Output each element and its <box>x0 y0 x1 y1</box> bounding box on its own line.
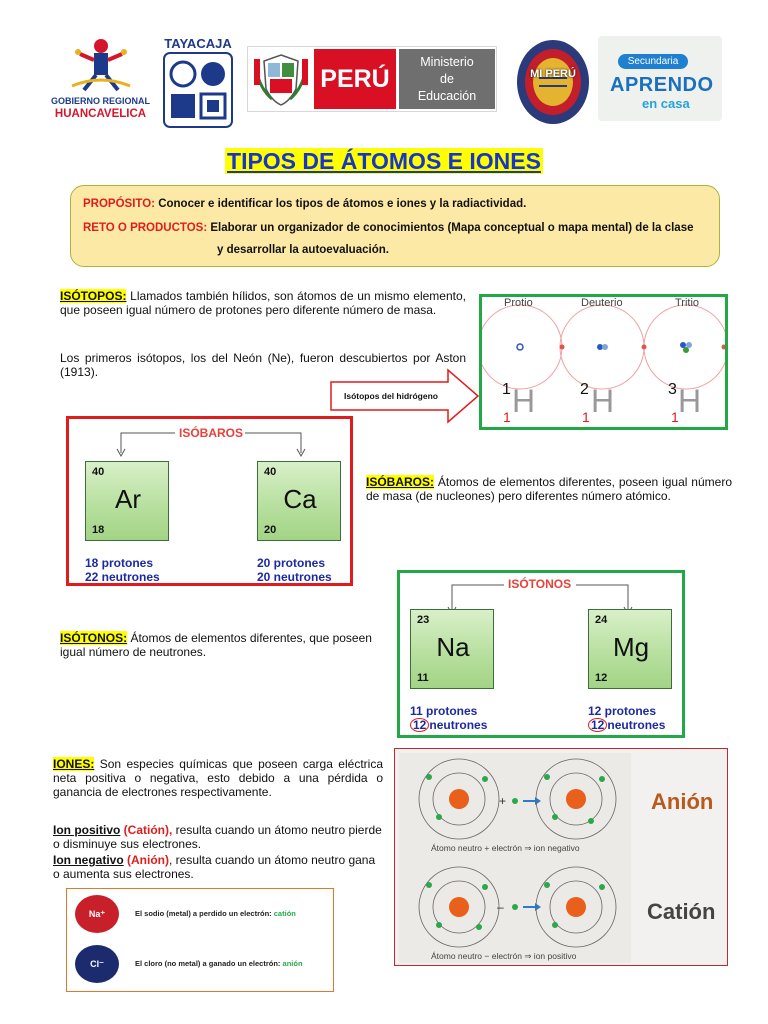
reto-row <box>83 222 694 234</box>
ion-positivo-label: Ion positivo <box>53 823 121 837</box>
proposito-row <box>83 198 526 210</box>
ion-negativo-text: , resulta cuando un átomo neutro gana o aumenta sus electrones. <box>53 853 376 881</box>
ion-examples-box <box>66 888 334 992</box>
ar-neutrons: 22 neutrones <box>85 570 160 584</box>
ca-counts <box>257 556 332 584</box>
ministerio-line2: de <box>440 72 454 86</box>
isobaros-paragraph <box>366 475 732 503</box>
gobierno-regional-logo <box>48 36 153 128</box>
aprendo-text: APRENDO <box>610 74 714 96</box>
isobaros-figure <box>66 416 353 586</box>
sodium-ion-icon: Na⁺ <box>75 895 119 933</box>
element-symbol: Ca <box>283 484 317 514</box>
mass-number: 24 <box>595 614 608 626</box>
ar-protons: 18 protones <box>85 556 154 570</box>
mg-neutron-count: 12 <box>588 718 607 732</box>
isotope-z-1: 1 <box>503 409 511 425</box>
na-protons: 11 protones <box>410 704 478 718</box>
ion-negativo-paragraph <box>53 853 383 881</box>
isotopos-paragraph-2: Los primeros isótopos, los del Neón (Ne), fueron descubiertos por Aston (1913). <box>60 351 466 379</box>
isotonos-figure <box>397 570 685 738</box>
iones-paragraph <box>53 757 383 799</box>
mg-protons: 12 protones <box>588 704 657 718</box>
ministerio-line1: Ministerio <box>420 55 474 69</box>
atomic-number: 20 <box>264 524 277 536</box>
mi-peru-text: MI PERÚ <box>530 68 576 80</box>
ministerio-line3: Educación <box>417 89 477 103</box>
isotope-mass-3: 3 <box>668 381 677 398</box>
isotopos-text: Llamados también hílidos, son átomos de un mismo elemento, que poseen igual número de protones pero diferente número de masa. <box>60 289 466 317</box>
ion-positivo-text: resulta cuando un átomo neutro pierde o disminuye sus electrones. <box>53 823 382 851</box>
sodium-ion-desc: El sodio (metal) a perdido un electrón: <box>135 909 274 918</box>
sodium-ion-text <box>135 909 296 918</box>
iones-text: Son especies químicas que poseen carga eléctrica neta positiva o negativa, esto debido a una pérdida o ganancia de electrones respectivamente. <box>53 757 383 799</box>
proposito-text: Conocer e identificar los tipos de átomos e iones y la radiactividad. <box>158 198 527 210</box>
isotope-symbol-3: H <box>678 383 702 419</box>
isotopos-arrow-label: Isótopos del hidrógeno <box>344 391 438 401</box>
huancavelica-dancer-icon <box>66 36 136 94</box>
school-emblem-icon <box>515 38 591 126</box>
mg-neutrons-row <box>588 718 665 732</box>
mg-neutron-word: neutrones <box>607 718 666 732</box>
tayacaja-seal-icon <box>163 52 233 128</box>
mass-number: 23 <box>417 614 430 626</box>
isotope-z-3: 1 <box>671 409 679 425</box>
minedu-peru-logo <box>247 46 497 112</box>
element-card-mg <box>588 609 672 689</box>
tayacaja-logo <box>160 36 236 132</box>
huancavelica-text: HUANCAVELICA <box>54 108 147 120</box>
isotope-name-tritio: Tritio <box>675 297 700 309</box>
isotope-name-deuterio: Deuterio <box>581 297 623 309</box>
isotonos-label: ISÓTONOS: <box>60 631 128 645</box>
chlorine-ion-text <box>135 959 303 968</box>
gobierno-regional-text: GOBIERNO REGIONAL <box>50 96 150 106</box>
isobaros-frame-title: ISÓBAROS <box>179 426 244 440</box>
chlorine-ion-desc: El cloro (no metal) a ganado un electrón: <box>135 959 283 968</box>
isotonos-paragraph <box>60 631 390 659</box>
ions-figure <box>394 748 728 966</box>
reto-text-1: Elaborar un organizador de conocimientos (Mapa conceptual o mapa mental) de la clase <box>210 222 694 234</box>
cation-paren: (Catión), <box>120 823 173 837</box>
isotonos-text: Átomos de elementos diferentes, que poseen igual número de neutrones. <box>60 631 372 659</box>
page-title <box>0 148 768 175</box>
element-card-ar <box>85 461 169 541</box>
element-card-ca <box>257 461 341 541</box>
mass-number: 40 <box>264 466 277 478</box>
svg-text:+: + <box>499 794 507 808</box>
mg-counts <box>588 704 665 732</box>
na-neutrons-row <box>410 718 487 732</box>
svg-text:–: – <box>497 900 504 914</box>
reto-text-2: y desarrollar la autoevaluación. <box>217 244 389 256</box>
atomic-number: 11 <box>417 672 429 684</box>
iones-label: IONES: <box>53 757 95 771</box>
proposito-label: PROPÓSITO: <box>83 198 155 210</box>
peru-text: PERÚ <box>314 49 396 109</box>
ar-counts <box>85 556 160 584</box>
mi-peru-school-logo <box>515 38 591 126</box>
peru-coat-of-arms-icon <box>250 49 312 109</box>
na-neutron-word: neutrones <box>429 718 488 732</box>
isotope-z-2: 1 <box>582 409 590 425</box>
aprendo-en-casa-logo <box>598 36 722 121</box>
en-casa-text: en casa <box>642 96 690 111</box>
atomic-number: 12 <box>595 672 608 684</box>
purpose-box <box>70 185 720 267</box>
chlorine-ion-icon: Cl⁻ <box>75 945 119 983</box>
isotope-name-protio: Protio <box>504 297 533 309</box>
ions-caption-top: Átomo neutro + electrón ⇒ ion negativo <box>431 843 580 853</box>
element-symbol: Na <box>436 632 470 662</box>
na-neutron-count: 12 <box>410 718 429 732</box>
anion-word: anión <box>282 959 303 968</box>
atomic-number: 18 <box>92 524 105 536</box>
tayacaja-text: TAYACAJA <box>164 36 232 51</box>
isotope-symbol-1: H <box>512 383 536 419</box>
ca-neutrons: 20 neutrones <box>257 570 332 584</box>
isotonos-frame-title: ISÓTONOS <box>508 577 572 591</box>
isotope-symbol-2: H <box>591 383 615 419</box>
isobaros-label: ISÓBAROS: <box>366 475 435 489</box>
ca-protons: 20 protones <box>257 556 326 570</box>
ion-negativo-label: Ion negativo <box>53 853 124 867</box>
ion-positivo-paragraph <box>53 823 383 851</box>
anion-label: Anión <box>651 789 714 814</box>
isotope-mass-2: 2 <box>580 381 589 398</box>
element-card-na <box>410 609 494 689</box>
isobaros-text: Átomos de elementos diferentes, poseen igual número de masa (de nucleones) pero diferentes número atómico. <box>366 475 732 503</box>
isotope-mass-1: 1 <box>502 381 511 398</box>
page-title-text: TIPOS DE ÁTOMOS E IONES <box>227 148 541 174</box>
ministerio-text <box>399 49 495 109</box>
hydrogen-isotopes-figure <box>479 294 728 430</box>
secundaria-badge: Secundaria <box>618 54 688 69</box>
ions-atoms-drawing <box>395 749 729 967</box>
isotopos-label: ISÓTOPOS: <box>60 289 127 303</box>
element-symbol: Ar <box>115 484 141 514</box>
cation-word: catión <box>273 909 296 918</box>
ions-caption-bottom: Átomo neutro − electrón ⇒ ion positivo <box>431 951 577 961</box>
element-symbol: Mg <box>612 632 650 662</box>
anion-paren: (Anión) <box>123 853 169 867</box>
reto-label: RETO O PRODUCTOS: <box>83 222 208 234</box>
na-counts <box>410 704 487 732</box>
cation-label: Catión <box>647 899 716 924</box>
isotopos-paragraph <box>60 289 466 317</box>
mass-number: 40 <box>92 466 105 478</box>
